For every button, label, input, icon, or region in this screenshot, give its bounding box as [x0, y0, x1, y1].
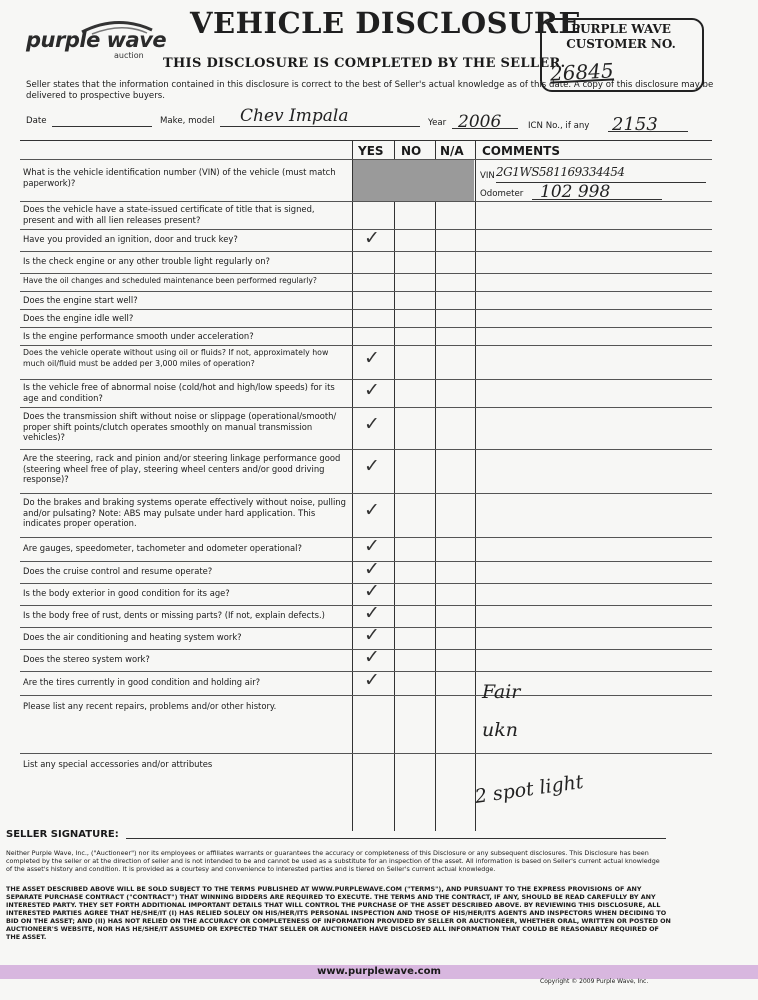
yes-checkmark[interactable]: ✓: [364, 227, 380, 249]
question-text: Have you provided an ignition, door and truck key?: [23, 234, 238, 244]
question-text: Are the tires currently in good condition and holding air?: [23, 677, 261, 687]
header-yes: YES: [358, 144, 384, 158]
table-row: [20, 379, 712, 408]
question-text: Is the check engine or any other trouble light regularly on?: [23, 256, 270, 266]
yes-checkmark[interactable]: ✓: [364, 624, 380, 646]
yes-checkmark[interactable]: ✓: [364, 669, 380, 691]
yes-checkmark[interactable]: ✓: [364, 602, 380, 624]
year-label: Year: [428, 118, 447, 128]
seller-signature-label: SELLER SIGNATURE:: [6, 829, 119, 840]
question-text: Do the brakes and braking systems operate effectively without noise, pulling and/or pulsating? Note: ABS may pulsate under hard application. This indicates proper operation.: [23, 497, 346, 528]
date-label: Date: [26, 116, 47, 126]
disclaimer-text: Neither Purple Wave, Inc., ("Auctioneer") nor its employees or affiliates warrants or guarantees the accuracy or completeness of this Disclosure or any subsequent disclosures. This Disclosure has been completed by the seller or at the direction of seller and is not intended to be and cannot be used as a substitute for an inspection of the asset. All information is based on Seller's current actual knowledge of the asset's history and condition. It is provided as a courtesy and convenience to interested parties and is tiered on Seller's current actual knowledge.: [6, 849, 660, 873]
yes-checkmark[interactable]: ✓: [364, 413, 380, 435]
table-row: [20, 327, 712, 346]
question-text: Is the engine performance smooth under acceleration?: [23, 331, 254, 341]
yes-checkmark[interactable]: ✓: [364, 535, 380, 557]
page-subtitle: THIS DISCLOSURE IS COMPLETED BY THE SELLER.: [163, 56, 566, 71]
footer-url[interactable]: www.purplewave.com: [0, 965, 758, 979]
yes-checkmark[interactable]: ✓: [364, 646, 380, 668]
table-row: [20, 291, 712, 310]
yes-checkmark[interactable]: ✓: [364, 347, 380, 369]
header-no: NO: [401, 144, 422, 158]
question-text: Is the body free of rust, dents or missing parts? (If not, explain defects.): [23, 610, 325, 620]
question-text: What is the vehicle identification number (VIN) of the vehicle (must match paperwork)?: [23, 167, 336, 188]
logo-subtext: auction: [114, 51, 144, 60]
table-row: [20, 407, 712, 450]
table-row: [20, 309, 712, 328]
vin-label: VIN: [480, 171, 495, 181]
customer-number-label: PURPLE WAVE CUSTOMER NO.: [566, 22, 676, 51]
question-text: Does the vehicle operate without using oil or fluids? If not, approximately how much oil/fluid must be added per 3,000 miles of operation?: [23, 348, 329, 368]
logo-text: purple wave: [26, 28, 167, 52]
question-text: Have the oil changes and scheduled maintenance been performed regularly?: [23, 276, 317, 285]
odometer-value[interactable]: 102 998: [540, 182, 611, 202]
icn-label: ICN No., if any: [528, 121, 590, 131]
make-value: Chev Impala: [240, 106, 349, 126]
question-text: Are gauges, speedometer, tachometer and odometer operational?: [23, 543, 302, 553]
table-row: [20, 753, 712, 831]
question-text: Does the vehicle have a state-issued certificate of title that is signed, present and with all lien releases present?: [23, 204, 315, 225]
customer-number-value[interactable]: 26845: [549, 58, 615, 86]
question-text: Is the body exterior in good condition for its age?: [23, 588, 230, 598]
yes-checkmark[interactable]: ✓: [364, 558, 380, 580]
question-text: Please list any recent repairs, problems and/or other history.: [23, 701, 277, 711]
history-comment[interactable]: ukn: [482, 719, 518, 741]
icn-value: 2153: [612, 114, 658, 135]
table-row: [20, 159, 712, 202]
yes-checkmark[interactable]: ✓: [364, 455, 380, 477]
question-text: Does the cruise control and resume operate?: [23, 566, 213, 576]
table-row: [20, 671, 712, 696]
header-comments: COMMENTS: [482, 144, 560, 158]
table-row: [20, 201, 712, 230]
question-text: Does the air conditioning and heating system work?: [23, 632, 242, 642]
purple-wave-logo: [22, 18, 172, 60]
date-field[interactable]: [52, 126, 152, 127]
question-text: Is the vehicle free of abnormal noise (cold/hot and high/low speeds) for its age and condition?: [23, 382, 335, 403]
copyright: Copyright © 2009 Purple Wave, Inc.: [540, 978, 649, 985]
seller-signature-field[interactable]: [126, 838, 666, 839]
question-text: Does the engine start well?: [23, 295, 138, 305]
table-row: [20, 493, 712, 538]
table-row: [20, 273, 712, 292]
header-na: N/A: [440, 144, 464, 158]
accessories-comment[interactable]: 2 spot light: [473, 770, 585, 808]
question-text: Are the steering, rack and pinion and/or steering linkage performance good (steering wheel free of play, steering wheel centers and/or good driving response)?: [23, 453, 341, 484]
table-row: [20, 345, 712, 380]
question-text: Does the stereo system work?: [23, 654, 150, 664]
make-field[interactable]: [220, 126, 420, 127]
yes-checkmark[interactable]: ✓: [364, 580, 380, 602]
disclosure-table: [20, 140, 712, 831]
page-title: VEHICLE DISCLOSURE: [190, 6, 582, 40]
table-row: [20, 229, 712, 252]
terms-text: THE ASSET DESCRIBED ABOVE WILL BE SOLD SUBJECT TO THE TERMS PUBLISHED AT WWW.PURPLEWAVE.COM ("TERMS"), AND PURSUANT TO THE EXPRESS PROVISIONS OF ANY SEPARATE PURCHASE CONTRACT ("CONTRACT") THAT WINNING BIDDERS ARE REQUIRED TO EXECUTE. THE TERMS AND THE CONTRACT, IF ANY, SHOULD BE READ CAREFULLY BY ANY INTERESTED PARTY. THEY SET FORTH ADDITIONAL IMPORTANT DETAILS THAT WILL CONTROL THE PURCHASE OF THE ASSET DESCRIBED ABOVE. BY REVIEWING THIS DISCLOSURE, ALL INTERESTED PARTIES AGREE THAT HE/SHE/IT (I) HAS RELIED SOLELY ON HIS/HER/ITS PERSONAL INSPECTION AND THOSE OF HIS/HER/ITS AGENTS AND INSPECTORS WHEN DECIDING TO BID ON THE ASSET; AND (II) HAS NOT RELIED ON THE ACCURACY OR COMPLETENESS OF INFORMATION PROVIDED BY SELLER OR AUCTIONEER, WHETHER ORAL, WRITTEN OR POSTED ON AUCTIONEER'S WEBSITE, NOR HAS HE/SHE/IT ASSUMED OR EXPECTED THAT SELLER OR AUCTIONEER HAVE DISCLOSED ALL INFORMATION THAT COULD BE REASONABLY REQUIRED OF THE ASSET.: [6, 885, 671, 941]
seller-statement: Seller states that the information contained in this disclosure is correct to the best of Seller's actual knowledge as of this date. A copy of this disclosure may be delivered to prospective buyers.: [26, 80, 714, 101]
table-row: [20, 695, 712, 754]
table-row: [20, 449, 712, 494]
make-label: Make, model: [160, 116, 215, 126]
question-text: Does the transmission shift without noise or slippage (operational/smooth/ proper shift points/clutch operates smoothly on manual transmission vehicles)?: [23, 411, 337, 442]
question-text: List any special accessories and/or attributes: [23, 759, 213, 769]
yes-checkmark[interactable]: ✓: [364, 379, 380, 401]
odometer-label: Odometer: [480, 189, 524, 199]
vin-value[interactable]: 2G1WS581169334454: [496, 165, 625, 179]
table-row: [20, 251, 712, 274]
year-value: 2006: [458, 112, 502, 132]
question-text: Does the engine idle well?: [23, 313, 134, 323]
yes-checkmark[interactable]: ✓: [364, 499, 380, 521]
tires-comment[interactable]: Fair: [482, 681, 521, 703]
